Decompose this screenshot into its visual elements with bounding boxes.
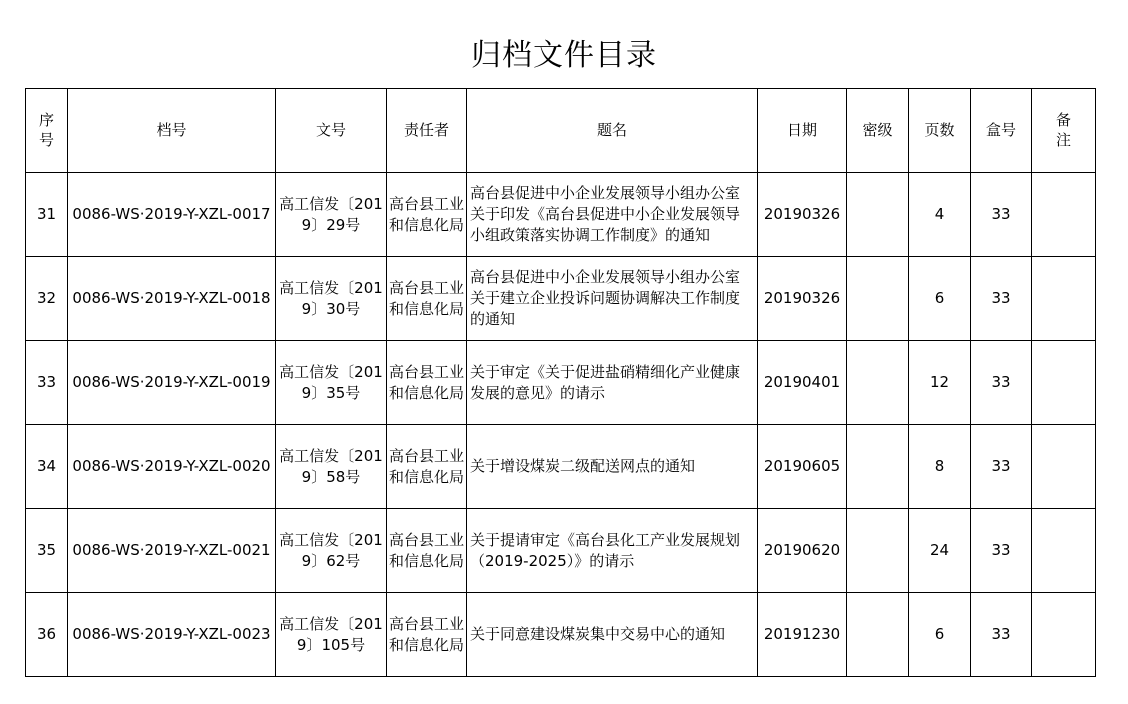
cell-subject: 高台县促进中小企业发展领导小组办公室关于建立企业投诉问题协调解决工作制度的通知 — [467, 257, 758, 341]
cell-date: 20190620 — [758, 509, 847, 593]
cell-secret — [847, 425, 909, 509]
cell-doc-no: 高工信发〔2019〕29号 — [276, 173, 387, 257]
cell-responsible: 高台县工业和信息化局 — [387, 425, 467, 509]
cell-responsible: 高台县工业和信息化局 — [387, 257, 467, 341]
cell-secret — [847, 257, 909, 341]
cell-seq: 36 — [26, 593, 68, 677]
cell-doc-no: 高工信发〔2019〕58号 — [276, 425, 387, 509]
cell-date: 20191230 — [758, 593, 847, 677]
cell-box: 33 — [971, 509, 1032, 593]
cell-pages: 8 — [909, 425, 971, 509]
cell-pages: 12 — [909, 341, 971, 425]
table-row — [26, 341, 1096, 425]
cell-archive-no: 0086-WS·2019-Y-XZL-0023 — [68, 593, 276, 677]
cell-remarks — [1032, 257, 1096, 341]
cell-remarks — [1032, 341, 1096, 425]
cell-archive-no: 0086-WS·2019-Y-XZL-0019 — [68, 341, 276, 425]
table-row — [26, 593, 1096, 677]
cell-subject: 关于审定《关于促进盐硝精细化产业健康发展的意见》的请示 — [467, 341, 758, 425]
cell-subject: 关于增设煤炭二级配送网点的通知 — [467, 425, 758, 509]
cell-remarks — [1032, 173, 1096, 257]
cell-pages: 4 — [909, 173, 971, 257]
cell-seq: 34 — [26, 425, 68, 509]
cell-date: 20190401 — [758, 341, 847, 425]
cell-doc-no: 高工信发〔2019〕30号 — [276, 257, 387, 341]
cell-remarks — [1032, 593, 1096, 677]
cell-date: 20190605 — [758, 425, 847, 509]
header-pages: 页数 — [909, 89, 971, 173]
table-row — [26, 509, 1096, 593]
cell-subject: 高台县促进中小企业发展领导小组办公室关于印发《高台县促进中小企业发展领导小组政策落实协调工作制度》的通知 — [467, 173, 758, 257]
header-archive-no: 档号 — [68, 89, 276, 173]
cell-archive-no: 0086-WS·2019-Y-XZL-0020 — [68, 425, 276, 509]
cell-remarks — [1032, 425, 1096, 509]
cell-secret — [847, 593, 909, 677]
cell-subject: 关于同意建设煤炭集中交易中心的通知 — [467, 593, 758, 677]
header-box: 盒号 — [971, 89, 1032, 173]
header-secret: 密级 — [847, 89, 909, 173]
header-seq: 序号 — [26, 89, 68, 173]
cell-secret — [847, 173, 909, 257]
table-row — [26, 173, 1096, 257]
archive-catalog-table — [25, 88, 1096, 677]
cell-date: 20190326 — [758, 257, 847, 341]
header-subject: 题名 — [467, 89, 758, 173]
page-title: 归档文件目录 — [471, 38, 657, 73]
cell-archive-no: 0086-WS·2019-Y-XZL-0018 — [68, 257, 276, 341]
cell-seq: 32 — [26, 257, 68, 341]
cell-responsible: 高台县工业和信息化局 — [387, 173, 467, 257]
cell-box: 33 — [971, 257, 1032, 341]
cell-box: 33 — [971, 341, 1032, 425]
cell-subject: 关于提请审定《高台县化工产业发展规划（2019-2025）》的请示 — [467, 509, 758, 593]
cell-seq: 35 — [26, 509, 68, 593]
cell-box: 33 — [971, 593, 1032, 677]
cell-doc-no: 高工信发〔2019〕62号 — [276, 509, 387, 593]
header-remarks: 备注 — [1032, 89, 1096, 173]
header-doc-no: 文号 — [276, 89, 387, 173]
cell-box: 33 — [971, 425, 1032, 509]
cell-archive-no: 0086-WS·2019-Y-XZL-0017 — [68, 173, 276, 257]
cell-remarks — [1032, 509, 1096, 593]
cell-pages: 24 — [909, 509, 971, 593]
cell-seq: 31 — [26, 173, 68, 257]
table-header-row — [26, 89, 1096, 173]
header-responsible: 责任者 — [387, 89, 467, 173]
cell-secret — [847, 341, 909, 425]
cell-pages: 6 — [909, 257, 971, 341]
header-date: 日期 — [758, 89, 847, 173]
cell-secret — [847, 509, 909, 593]
cell-responsible: 高台县工业和信息化局 — [387, 593, 467, 677]
table-row — [26, 425, 1096, 509]
cell-pages: 6 — [909, 593, 971, 677]
cell-responsible: 高台县工业和信息化局 — [387, 341, 467, 425]
cell-doc-no: 高工信发〔2019〕105号 — [276, 593, 387, 677]
table-row — [26, 257, 1096, 341]
cell-responsible: 高台县工业和信息化局 — [387, 509, 467, 593]
cell-date: 20190326 — [758, 173, 847, 257]
cell-box: 33 — [971, 173, 1032, 257]
cell-seq: 33 — [26, 341, 68, 425]
cell-archive-no: 0086-WS·2019-Y-XZL-0021 — [68, 509, 276, 593]
cell-doc-no: 高工信发〔2019〕35号 — [276, 341, 387, 425]
